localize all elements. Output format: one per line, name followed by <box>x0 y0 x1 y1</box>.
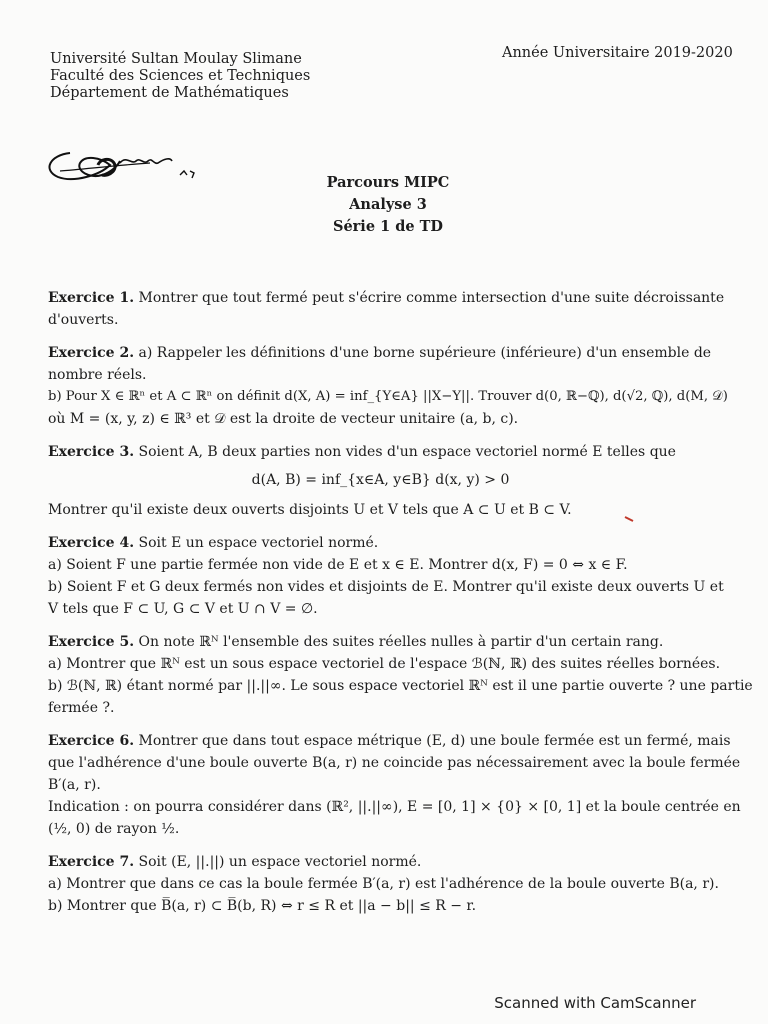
exercise-7 <box>48 851 719 917</box>
exercise-text: où M = (x, y, z) ∈ ℝ³ et 𝒟 est la droite de vecteur unitaire (a, b, c). <box>48 411 519 427</box>
exercise-text: On note ℝᴺ l'ensemble des suites réelles nulles à partir d'un certain rang. <box>138 634 664 650</box>
exercise-label: Exercice 2. <box>48 345 135 361</box>
exercise-label: Exercice 3. <box>48 444 135 460</box>
exercise-label: Exercice 6. <box>48 733 135 749</box>
exercise-5 <box>48 631 753 719</box>
course-title: Analyse 3 <box>349 196 427 213</box>
exercise-text: Montrer qu'il existe deux ouverts disjoints U et V tels que A ⊂ U et B ⊂ V. <box>48 502 572 518</box>
department-name: Département de Mathématiques <box>50 85 289 101</box>
exercise-label: Exercice 5. <box>48 634 135 650</box>
exercise-text: Montrer que dans tout espace métrique (E, d) une boule fermée est un fermé, mais <box>138 733 731 749</box>
program-title: Parcours MIPC <box>326 174 450 191</box>
university-name: Université Sultan Moulay Slimane <box>50 51 302 67</box>
exercise-text: a) Rappeler les définitions d'une borne supérieure (inférieure) d'un ensemble de <box>138 345 712 361</box>
exercise-text: a) Montrer que dans ce cas la boule fermée B′(a, r) est l'adhérence de la boule ouverte B(a, r). <box>48 876 719 892</box>
exercise-text: b) ℬ(ℕ, ℝ) étant normé par ||.||∞. Le sous espace vectoriel ℝᴺ est il une partie ouverte ? une partie <box>48 678 753 694</box>
exercise-label: Exercice 7. <box>48 854 135 870</box>
exercise-2 <box>48 342 728 430</box>
exercise-text: V tels que F ⊂ U, G ⊂ V et U ∩ V = ∅. <box>48 601 318 617</box>
exercise-text: nombre réels. <box>48 367 147 383</box>
camscanner-watermark: Scanned with CamScanner <box>494 994 696 1012</box>
exercise-1 <box>48 287 725 331</box>
exercises-list <box>48 287 753 928</box>
exercise-text: d'ouverts. <box>48 312 119 328</box>
formula-distance-sets: d(A, B) = inf_{x∈A, y∈B} d(x, y) > 0 <box>251 472 510 488</box>
exercise-text: Soit (E, ||.||) un espace vectoriel normé. <box>138 854 422 870</box>
exercise-text: a) Soient F une partie fermée non vide de E et x ∈ E. Montrer d(x, F) = 0 ⇔ x ∈ F. <box>48 557 628 573</box>
exercise-text: B′(a, r). <box>48 777 101 793</box>
exercise-text: b) Pour X ∈ ℝⁿ et A ⊂ ℝⁿ on définit d(X, A) = inf_{Y∈A} ||X−Y||. Trouver d(0, ℝ−ℚ), d(√2, ℚ), d(M, 𝒟) <box>48 389 728 404</box>
exercise-text: Soit E un espace vectoriel normé. <box>138 535 379 551</box>
exercise-text: b) Soient F et G deux fermés non vides et disjoints de E. Montrer qu'il existe deux ouverts U et <box>48 579 724 595</box>
exercise-text: que l'adhérence d'une boule ouverte B(a, r) ne coincide pas nécessairement avec la boule fermée <box>48 755 741 771</box>
academic-year: Année Universitaire 2019-2020 <box>502 45 733 61</box>
exercise-4 <box>48 532 724 620</box>
faculty-name: Faculté des Sciences et Techniques <box>50 68 311 84</box>
series-title <box>0 172 768 238</box>
exercise-text: Montrer que tout fermé peut s'écrire comme intersection d'une suite décroissante <box>138 290 725 306</box>
exercise-3 <box>48 441 713 521</box>
exercise-text: Soient A, B deux parties non vides d'un espace vectoriel normé E telles que <box>138 444 676 460</box>
exercise-label: Exercice 4. <box>48 535 135 551</box>
red-pen-mark <box>624 515 636 523</box>
exercise-text: Indication : on pourra considérer dans (ℝ², ||.||∞), E = [0, 1] × {0} × [0, 1] et la boule centrée en <box>48 799 741 815</box>
exercise-text: fermée ?. <box>48 700 115 716</box>
series-number: Série 1 de TD <box>332 218 444 235</box>
exercise-text: (½, 0) de rayon ½. <box>48 821 180 837</box>
exercise-text: b) Montrer que B̅(a, r) ⊂ B̅(b, R) ⇔ r ≤ R et ||a − b|| ≤ R − r. <box>48 898 477 914</box>
exercise-6 <box>48 730 741 840</box>
exercise-label: Exercice 1. <box>48 290 135 306</box>
university-header <box>50 51 310 102</box>
exercise-text: a) Montrer que ℝᴺ est un sous espace vectoriel de l'espace ℬ(ℕ, ℝ) des suites réelles bornées. <box>48 656 721 672</box>
